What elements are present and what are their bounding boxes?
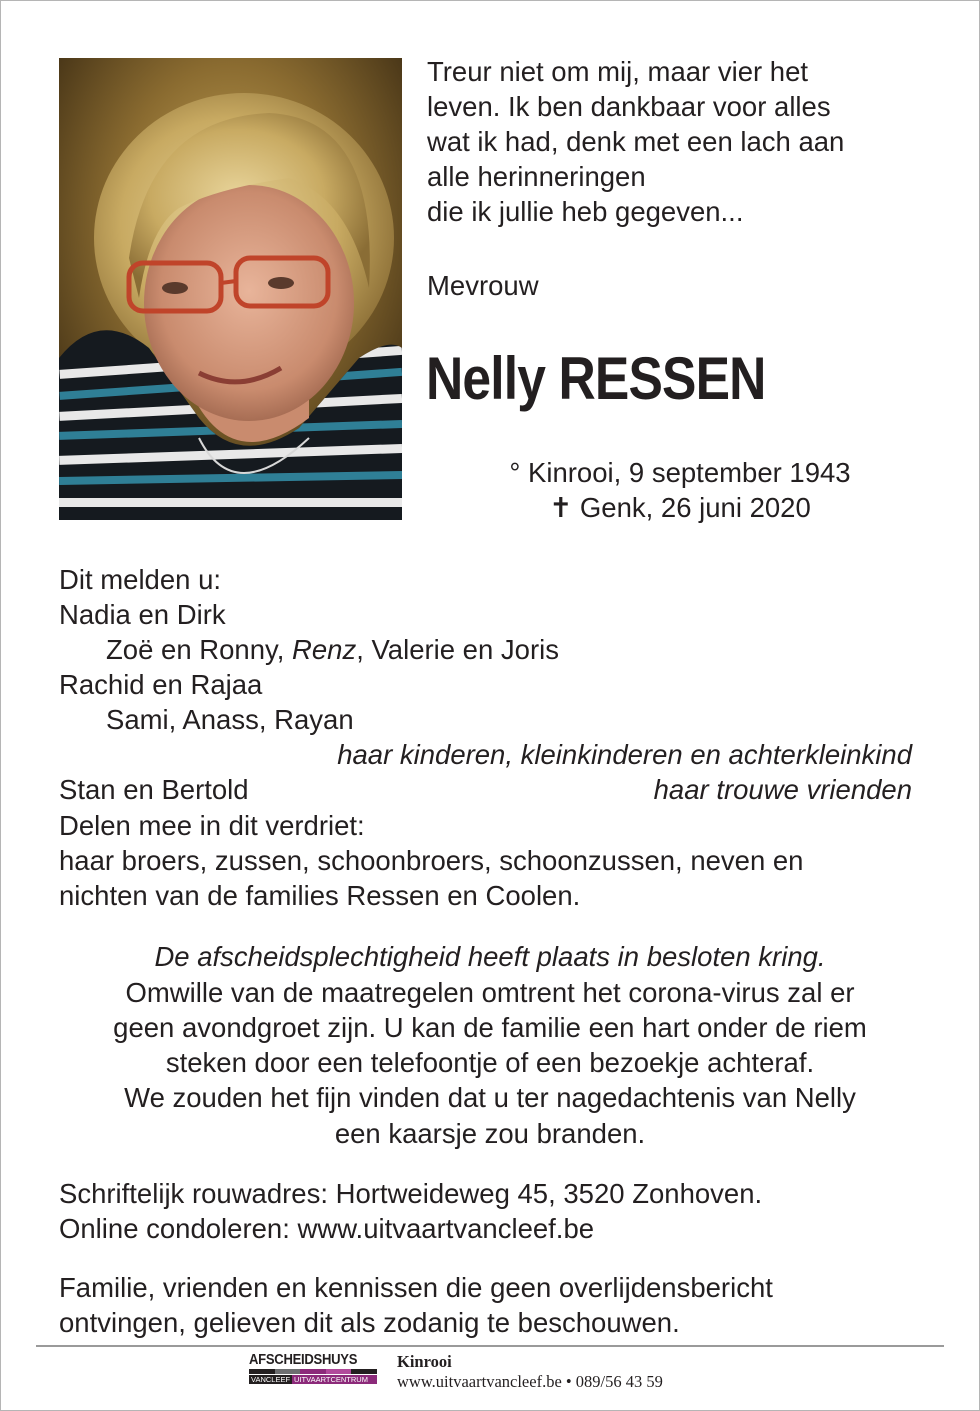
footer-web-phone[interactable]: www.uitvaartvancleef.be • 089/56 43 59: [397, 1372, 663, 1391]
portrait-photo: [59, 58, 402, 520]
ceremony-line: steken door een telefoontje of een bezoekje achteraf.: [165, 1047, 815, 1078]
family-line: Stan en Bertold: [59, 774, 249, 805]
birth-date: ° Kinrooi, 9 september 1943: [509, 457, 851, 488]
notice-line: ontvingen, gelieven dit als zodanig te beschouwen.: [59, 1307, 680, 1338]
logo-subtitle: [249, 1375, 377, 1384]
title-prefix: Mevrouw: [427, 270, 539, 301]
share-intro: Delen mee in dit verdriet:: [59, 810, 365, 841]
logo-sub-left: VANCLEEF: [251, 1375, 291, 1384]
dates: [430, 455, 930, 525]
poem-line: leven. Ik ben dankbaar voor alles: [427, 91, 831, 122]
logo-color-bar: [249, 1369, 377, 1374]
notice-line: Familie, vrienden en kennissen die geen overlijdensbericht: [59, 1272, 773, 1303]
poem-line: Treur niet om mij, maar vier het: [427, 56, 809, 87]
funeral-home-logo: [249, 1352, 377, 1384]
ceremony-line: Omwille van de maatregelen omtrent het corona-virus zal er: [125, 977, 855, 1008]
mourning-address: Schriftelijk rouwadres: Hortweideweg 45, 3520 Zonhoven.: [59, 1178, 763, 1209]
footer-location: Kinrooi: [397, 1352, 452, 1371]
ceremony-line: geen avondgroet zijn. U kan de familie een hart onder de riem: [113, 1012, 867, 1043]
death-date: ✝ Genk, 26 juni 2020: [549, 492, 811, 523]
logo-sub-right: UITVAARTCENTRUM: [292, 1375, 377, 1384]
family-line: [106, 632, 559, 667]
footer-info: [397, 1352, 663, 1392]
poem: [427, 54, 844, 229]
share-line: nichten van de families Ressen en Coolen.: [59, 880, 581, 911]
family-text: , Valerie en Joris: [356, 634, 559, 665]
logo-title: AFSCHEIDSHUYS: [249, 1352, 358, 1368]
family-line: Rachid en Rajaa: [59, 669, 263, 700]
family-text: Zoë en Ronny,: [106, 634, 292, 665]
ceremony-line: We zouden het fijn vinden dat u ter nagedachtenis van Nelly: [124, 1082, 856, 1113]
family-text-italic: Renz: [292, 634, 357, 665]
poem-line: wat ik had, denk met een lach aan: [427, 126, 845, 157]
family-relation: haar trouwe vrienden: [653, 774, 912, 805]
ceremony-italic: De afscheidsplechtigheid heeft plaats in besloten kring.: [154, 941, 826, 972]
online-condolence[interactable]: Online condoleren: www.uitvaartvancleef.be: [59, 1213, 595, 1244]
family-relation: haar kinderen, kleinkinderen en achterkleinkind: [337, 739, 912, 770]
ceremony-line: een kaarsje zou branden.: [334, 1118, 646, 1149]
poem-line: alle herinneringen: [427, 161, 646, 192]
deceased-name: Nelly RESSEN: [426, 345, 766, 412]
footer-divider: [36, 1345, 944, 1347]
share-line: haar broers, zussen, schoonbroers, schoonzussen, neven en: [59, 845, 804, 876]
family-line: Sami, Anass, Rayan: [106, 704, 354, 735]
poem-line: die ik jullie heb gegeven...: [427, 196, 744, 227]
family-intro: Dit melden u:: [59, 564, 222, 595]
family-line: Nadia en Dirk: [59, 599, 226, 630]
